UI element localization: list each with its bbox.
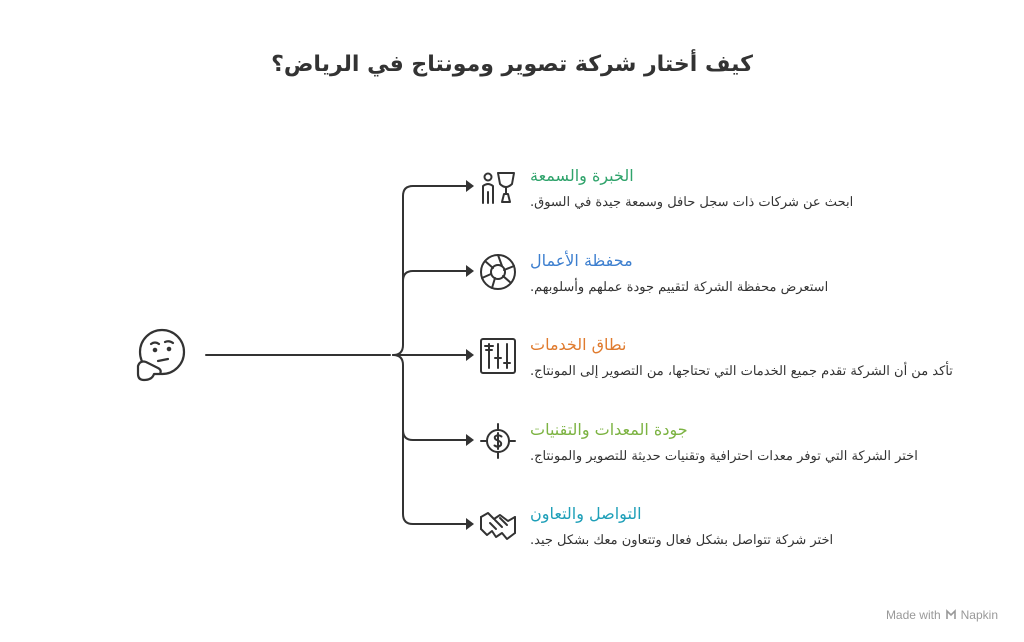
watermark-brand: Napkin xyxy=(960,608,998,622)
node-title-experience: الخبرة والسمعة xyxy=(530,166,634,185)
branch-4 xyxy=(403,430,466,440)
dollar-target-icon xyxy=(478,421,518,461)
tools-sliders-icon xyxy=(478,336,518,376)
camera-aperture-icon xyxy=(478,252,518,292)
node-title-services: نطاق الخدمات xyxy=(530,335,627,354)
node-title-equipment: جودة المعدات والتقنيات xyxy=(530,420,688,439)
node-title-portfolio: محفظة الأعمال xyxy=(530,251,633,270)
node-communication xyxy=(530,504,970,550)
napkin-logo-icon xyxy=(945,609,957,621)
node-desc-communication: اختر شركة تتواصل بشكل فعال وتتعاون معك بشكل جيد. xyxy=(530,533,834,548)
node-portfolio xyxy=(530,251,970,297)
node-experience xyxy=(530,166,970,212)
trophy-person-icon xyxy=(478,168,518,208)
page-title: كيف أختار شركة تصوير ومونتاج في الرياض؟ xyxy=(271,52,753,77)
node-equipment xyxy=(530,420,970,466)
node-desc-equipment: اختر الشركة التي توفر معدات احترافية وتقنيات حديثة للتصوير والمونتاج. xyxy=(530,449,918,464)
node-desc-portfolio: استعرض محفظة الشركة لتقييم جودة عملهم وأسلوبهم. xyxy=(530,280,829,295)
node-services xyxy=(530,335,970,381)
thinking-face-icon xyxy=(134,326,190,386)
napkin-watermark[interactable] xyxy=(886,608,998,622)
node-desc-services: تأكد من أن الشركة تقدم جميع الخدمات التي تحتاجها، من التصوير إلى المونتاج. xyxy=(530,364,953,379)
handshake-icon xyxy=(478,505,518,545)
node-title-communication: التواصل والتعاون xyxy=(530,504,642,523)
node-desc-experience: ابحث عن شركات ذات سجل حافل وسمعة جيدة في السوق. xyxy=(530,195,854,210)
branch-2 xyxy=(403,271,466,281)
watermark-label: Made with xyxy=(885,608,941,622)
